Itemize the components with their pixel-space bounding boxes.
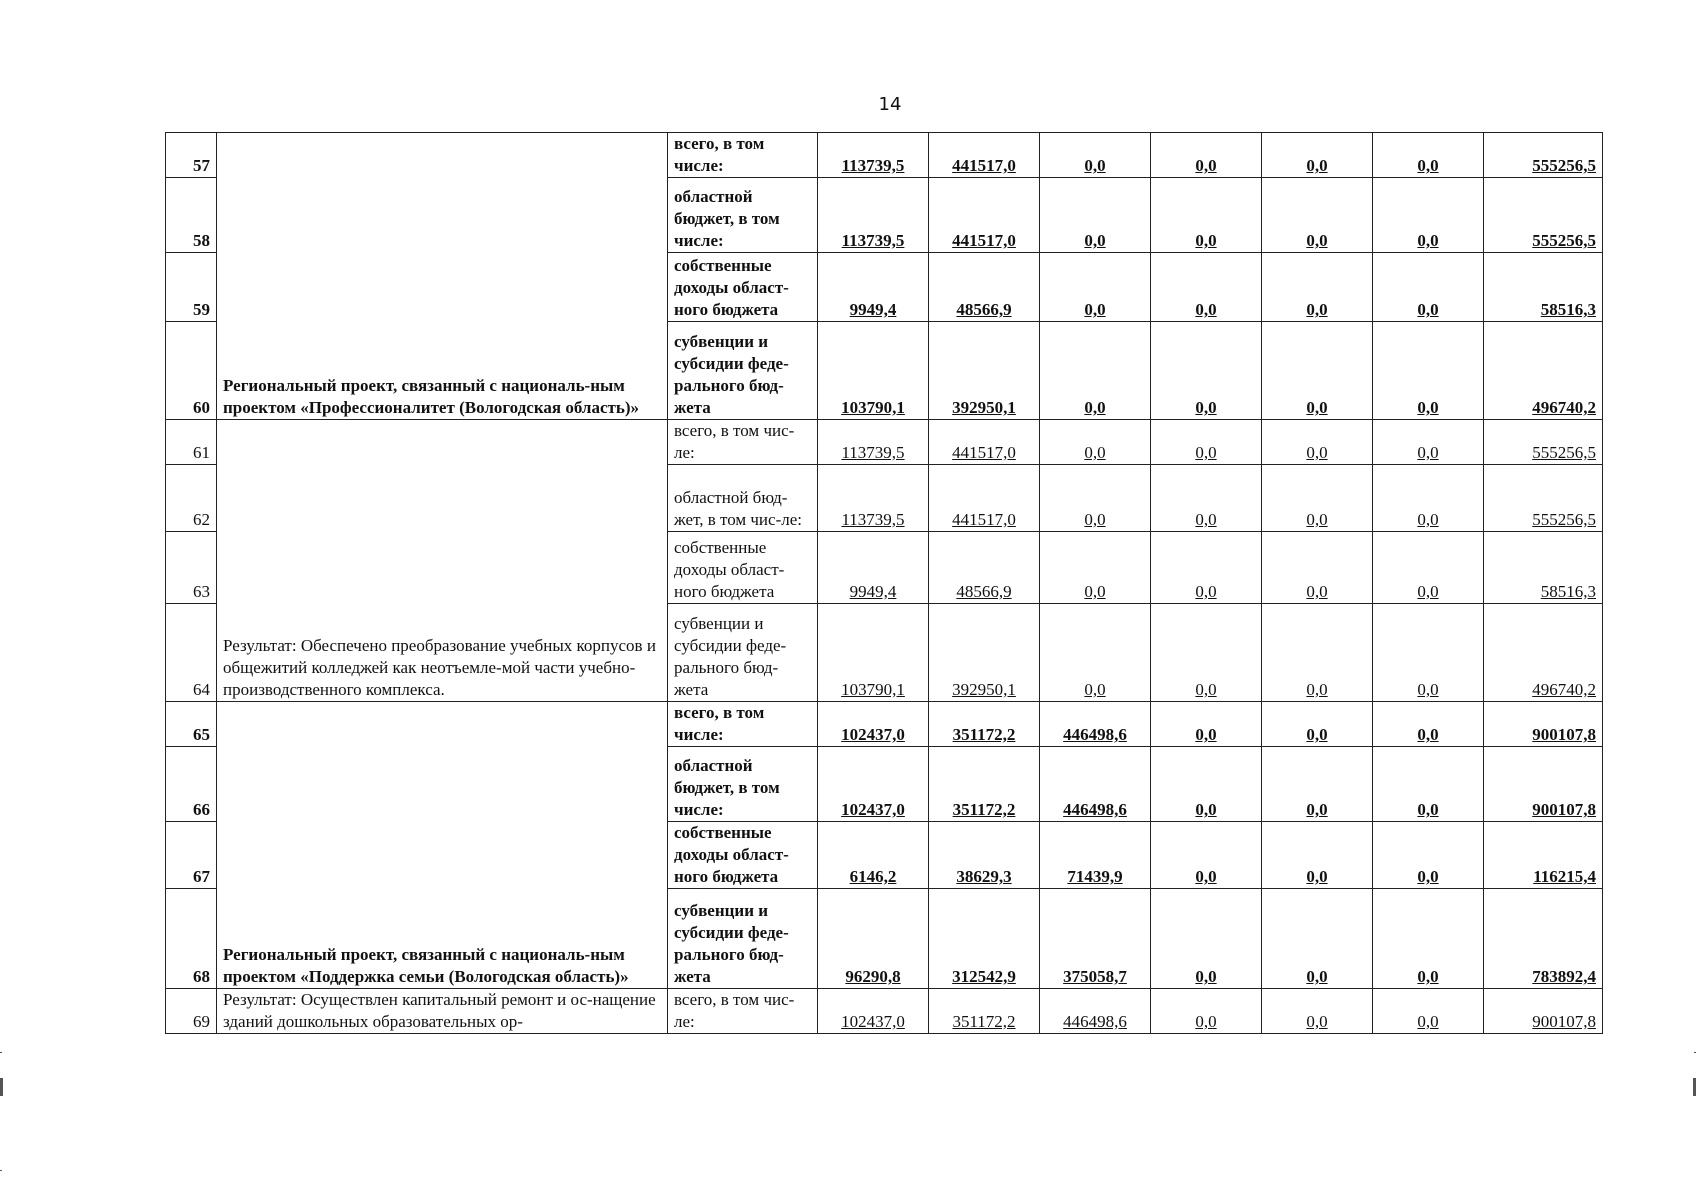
value-cell: 0,0 bbox=[1151, 253, 1262, 322]
row-category: субвенции и субсидии феде-рального бюд-жета bbox=[668, 604, 818, 702]
row-description: Региональный проект, связанный с националь-ным проектом «Профессионалитет (Вологодская область)» bbox=[217, 133, 668, 420]
value-cell: 0,0 bbox=[1040, 133, 1151, 178]
value-cell: 9949,4 bbox=[818, 532, 929, 604]
row-category: всего, в том чис-ле: bbox=[668, 989, 818, 1034]
value-cell: 0,0 bbox=[1373, 822, 1484, 889]
row-number: 68 bbox=[166, 889, 217, 989]
row-category: субвенции и субсидии феде-рального бюд-жета bbox=[668, 322, 818, 420]
total-cell: 555256,5 bbox=[1484, 420, 1603, 465]
value-cell: 392950,1 bbox=[929, 322, 1040, 420]
value-cell: 0,0 bbox=[1040, 532, 1151, 604]
value-cell: 0,0 bbox=[1040, 604, 1151, 702]
value-cell: 0,0 bbox=[1040, 253, 1151, 322]
value-cell: 0,0 bbox=[1262, 178, 1373, 253]
value-cell: 6146,2 bbox=[818, 822, 929, 889]
value-cell: 392950,1 bbox=[929, 604, 1040, 702]
value-cell: 113739,5 bbox=[818, 133, 929, 178]
row-number: 63 bbox=[166, 532, 217, 604]
value-cell: 96290,8 bbox=[818, 889, 929, 989]
scan-mark bbox=[0, 1170, 2, 1171]
value-cell: 0,0 bbox=[1151, 889, 1262, 989]
total-cell: 783892,4 bbox=[1484, 889, 1603, 989]
value-cell: 0,0 bbox=[1040, 465, 1151, 532]
total-cell: 496740,2 bbox=[1484, 322, 1603, 420]
value-cell: 0,0 bbox=[1040, 420, 1151, 465]
value-cell: 0,0 bbox=[1151, 532, 1262, 604]
value-cell: 312542,9 bbox=[929, 889, 1040, 989]
row-number: 61 bbox=[166, 420, 217, 465]
value-cell: 103790,1 bbox=[818, 322, 929, 420]
value-cell: 0,0 bbox=[1373, 989, 1484, 1034]
table-row bbox=[166, 133, 1603, 178]
value-cell: 446498,6 bbox=[1040, 747, 1151, 822]
value-cell: 441517,0 bbox=[929, 465, 1040, 532]
value-cell: 351172,2 bbox=[929, 702, 1040, 747]
value-cell: 446498,6 bbox=[1040, 702, 1151, 747]
row-category: всего, в том чис-ле: bbox=[668, 420, 818, 465]
row-category: всего, в том числе: bbox=[668, 702, 818, 747]
value-cell: 0,0 bbox=[1151, 133, 1262, 178]
value-cell: 0,0 bbox=[1151, 989, 1262, 1034]
value-cell: 103790,1 bbox=[818, 604, 929, 702]
value-cell: 0,0 bbox=[1151, 702, 1262, 747]
value-cell: 0,0 bbox=[1151, 822, 1262, 889]
row-number: 65 bbox=[166, 702, 217, 747]
row-number: 62 bbox=[166, 465, 217, 532]
value-cell: 71439,9 bbox=[1040, 822, 1151, 889]
scan-mark bbox=[0, 1052, 2, 1053]
total-cell: 555256,5 bbox=[1484, 465, 1603, 532]
row-number: 57 bbox=[166, 133, 217, 178]
row-number: 69 bbox=[166, 989, 217, 1034]
value-cell: 446498,6 bbox=[1040, 989, 1151, 1034]
value-cell: 0,0 bbox=[1040, 178, 1151, 253]
row-number: 58 bbox=[166, 178, 217, 253]
row-number: 60 bbox=[166, 322, 217, 420]
value-cell: 0,0 bbox=[1373, 747, 1484, 822]
budget-table bbox=[165, 132, 1603, 1034]
row-description: Результат: Осуществлен капитальный ремонт и ос-нащение зданий дошкольных образовательных ор- bbox=[217, 989, 668, 1034]
value-cell: 0,0 bbox=[1373, 465, 1484, 532]
row-category: собственные доходы област-ного бюджета bbox=[668, 253, 818, 322]
row-category: областной бюд-жет, в том чис-ле: bbox=[668, 465, 818, 532]
row-category: субвенции и субсидии феде-рального бюд-жета bbox=[668, 889, 818, 989]
scan-mark bbox=[1693, 1078, 1696, 1096]
value-cell: 102437,0 bbox=[818, 702, 929, 747]
value-cell: 113739,5 bbox=[818, 420, 929, 465]
scan-mark bbox=[0, 1078, 3, 1096]
row-description: Региональный проект, связанный с националь-ным проектом «Поддержка семьи (Вологодская область)» bbox=[217, 702, 668, 989]
row-description: Результат: Обеспечено преобразование учебных корпусов и общежитий колледжей как неотъемле-мой части учебно- производственного комплекса. bbox=[217, 420, 668, 702]
value-cell: 0,0 bbox=[1262, 133, 1373, 178]
row-number: 67 bbox=[166, 822, 217, 889]
value-cell: 0,0 bbox=[1262, 465, 1373, 532]
total-cell: 116215,4 bbox=[1484, 822, 1603, 889]
value-cell: 0,0 bbox=[1151, 747, 1262, 822]
value-cell: 441517,0 bbox=[929, 420, 1040, 465]
value-cell: 102437,0 bbox=[818, 989, 929, 1034]
value-cell: 0,0 bbox=[1373, 133, 1484, 178]
total-cell: 900107,8 bbox=[1484, 702, 1603, 747]
value-cell: 0,0 bbox=[1262, 989, 1373, 1034]
table-row bbox=[166, 989, 1603, 1034]
row-category: всего, в том числе: bbox=[668, 133, 818, 178]
value-cell: 0,0 bbox=[1151, 178, 1262, 253]
total-cell: 555256,5 bbox=[1484, 133, 1603, 178]
value-cell: 0,0 bbox=[1151, 322, 1262, 420]
value-cell: 0,0 bbox=[1151, 465, 1262, 532]
value-cell: 0,0 bbox=[1373, 889, 1484, 989]
scan-mark bbox=[1694, 1052, 1696, 1053]
value-cell: 0,0 bbox=[1373, 702, 1484, 747]
value-cell: 0,0 bbox=[1262, 253, 1373, 322]
total-cell: 900107,8 bbox=[1484, 747, 1603, 822]
value-cell: 113739,5 bbox=[818, 178, 929, 253]
row-number: 59 bbox=[166, 253, 217, 322]
value-cell: 0,0 bbox=[1373, 420, 1484, 465]
row-number: 66 bbox=[166, 747, 217, 822]
value-cell: 0,0 bbox=[1373, 322, 1484, 420]
total-cell: 496740,2 bbox=[1484, 604, 1603, 702]
value-cell: 0,0 bbox=[1262, 702, 1373, 747]
table-row bbox=[166, 702, 1603, 747]
value-cell: 38629,3 bbox=[929, 822, 1040, 889]
total-cell: 58516,3 bbox=[1484, 532, 1603, 604]
value-cell: 48566,9 bbox=[929, 532, 1040, 604]
total-cell: 900107,8 bbox=[1484, 989, 1603, 1034]
value-cell: 0,0 bbox=[1373, 178, 1484, 253]
value-cell: 48566,9 bbox=[929, 253, 1040, 322]
value-cell: 0,0 bbox=[1262, 889, 1373, 989]
value-cell: 0,0 bbox=[1151, 420, 1262, 465]
row-category: областной бюджет, в том числе: bbox=[668, 747, 818, 822]
value-cell: 102437,0 bbox=[818, 747, 929, 822]
value-cell: 0,0 bbox=[1373, 604, 1484, 702]
value-cell: 351172,2 bbox=[929, 989, 1040, 1034]
value-cell: 113739,5 bbox=[818, 465, 929, 532]
value-cell: 0,0 bbox=[1151, 604, 1262, 702]
value-cell: 0,0 bbox=[1373, 253, 1484, 322]
row-number: 64 bbox=[166, 604, 217, 702]
total-cell: 58516,3 bbox=[1484, 253, 1603, 322]
value-cell: 9949,4 bbox=[818, 253, 929, 322]
value-cell: 0,0 bbox=[1262, 822, 1373, 889]
row-category: областной бюджет, в том числе: bbox=[668, 178, 818, 253]
value-cell: 0,0 bbox=[1262, 604, 1373, 702]
value-cell: 0,0 bbox=[1373, 532, 1484, 604]
value-cell: 375058,7 bbox=[1040, 889, 1151, 989]
value-cell: 441517,0 bbox=[929, 133, 1040, 178]
page-number: 14 bbox=[878, 94, 902, 115]
value-cell: 351172,2 bbox=[929, 747, 1040, 822]
value-cell: 0,0 bbox=[1262, 747, 1373, 822]
total-cell: 555256,5 bbox=[1484, 178, 1603, 253]
value-cell: 0,0 bbox=[1262, 420, 1373, 465]
table-row bbox=[166, 420, 1603, 465]
row-category: собственные доходы област-ного бюджета bbox=[668, 822, 818, 889]
value-cell: 0,0 bbox=[1262, 532, 1373, 604]
value-cell: 441517,0 bbox=[929, 178, 1040, 253]
row-category: собственные доходы област-ного бюджета bbox=[668, 532, 818, 604]
value-cell: 0,0 bbox=[1040, 322, 1151, 420]
value-cell: 0,0 bbox=[1262, 322, 1373, 420]
